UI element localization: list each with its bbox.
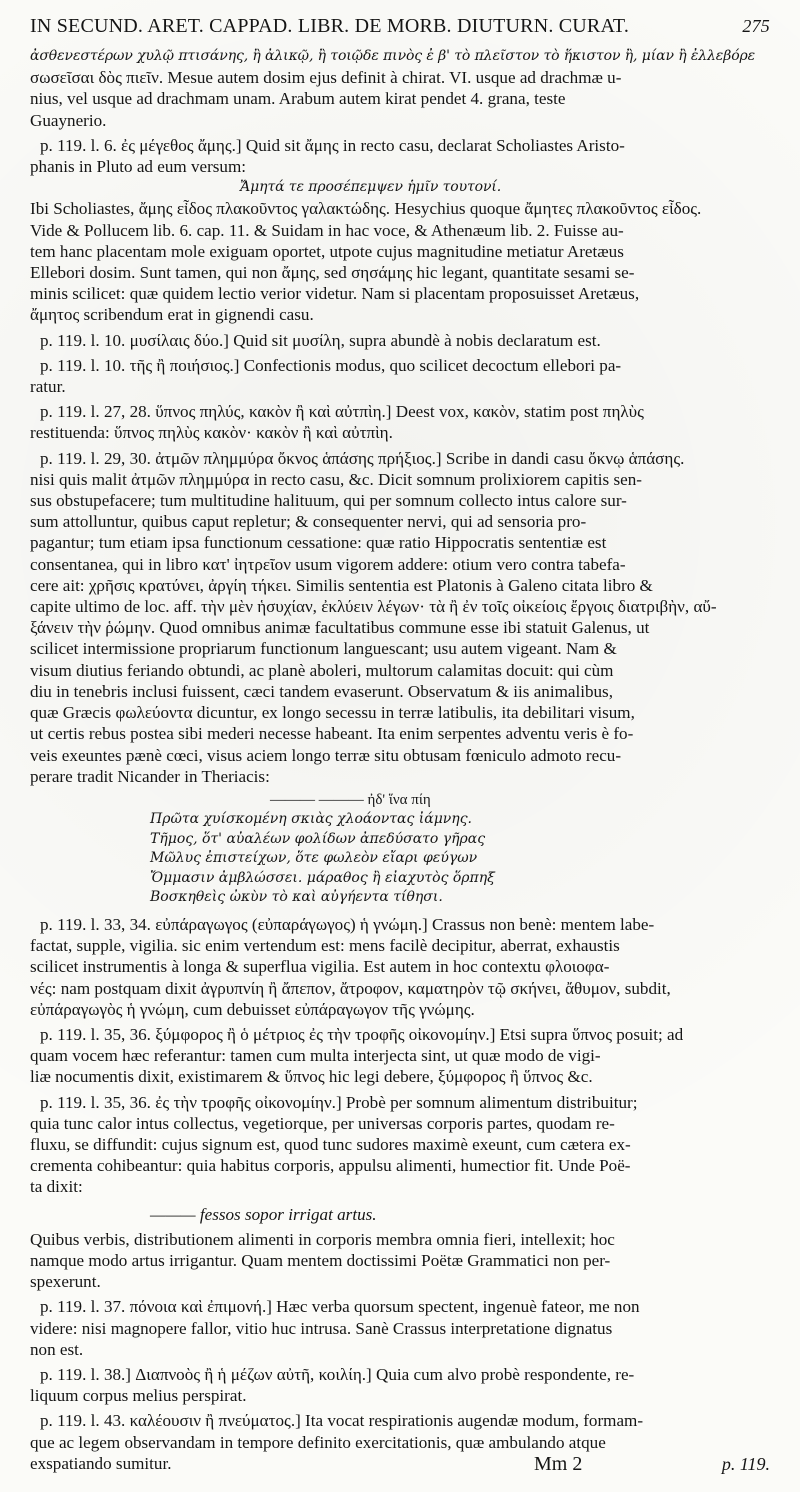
text-line: fluxu, se diffundit: cujus signum est, quod tunc sudores maximè exeunt, cum cætera ex- (30, 1134, 631, 1154)
text-line: sum attolluntur, quibus caput repletur; & consequenter nervi, qui ad sensoria pro- (30, 512, 587, 532)
text-line: quia tunc calor intus collectus, vegetiorque, per universas corporis partes, quodam re- (30, 1113, 615, 1133)
nicander-verse (30, 791, 770, 908)
text-line: spexerunt. (30, 1272, 101, 1292)
paragraph-quibus (30, 1229, 770, 1293)
text-line: p. 119. l. 33, 34. εὐπάραγωγος (εὐπαράγωγος) ἡ γνώμη.] Crassus non benè: mentem labe- (40, 914, 655, 934)
text-line: p. 119. l. 35, 36. ξύμφορος ἢ ὁ μέτριος ἐς τὴν τροφῆς οἰκονομίην.] Etsi supra ὕπνος posuit; ad (40, 1024, 684, 1044)
text-line: Ibi Scholiastes, ἄμης εἶδος πλακοῦντος γαλακτώδης. Hesychius quoque ἄμητες πλακοῦντος εἶδος. (30, 199, 702, 219)
note-ponoia (30, 1296, 770, 1360)
text-line: Guaynerio. (30, 110, 107, 130)
text-line: p. 119. l. 10. τῆς ἢ ποιήσιος.] Confectionis modus, quo scilicet decoctum ellebori pa- (40, 355, 622, 375)
text-line: ta dixit: (30, 1177, 83, 1197)
text-line: p. 119. l. 27, 28. ὕπνος πηλύς, κακὸν ἢ καὶ αὐτπὶη.] Deest vox, κακὸν, statim post πηλὺς (40, 402, 644, 422)
text-line: ἀσθενεστέρων χυλῷ πτισάνης, ἢ ἀλικῷ, ἢ τοιῷδε πινὸς ἐ β' τὸ πλεῖστον τὸ ἥκιστον ἢ, μίαν ἢ ἐλλεβόρε (30, 48, 756, 64)
text-line: Vide & Pollucem lib. 6. cap. 11. & Suidam in hac voce, & Athenæum lib. 2. Fuisse au- (30, 220, 624, 240)
running-title: IN SECUND. ARET. CAPPAD. LIBR. DE MORB. DIUTURN. CURAT. (30, 15, 630, 37)
verse-line: Βοσκηθεὶς ὠκὺν τὸ καὶ αὐγήεντα τίθησι. (150, 889, 443, 906)
text-line: visum diutius feriando obtundi, ac planè aboleri, multorum calamitas docuit: qui cùm (30, 660, 614, 680)
text-line: p. 119. l. 29, 30. ἀτμῶν πλημμύρα ὄκνος ἁπάσης πρήξιος.] Scribe in dandi casu ὄκνῳ ἁπάσης. (40, 448, 685, 468)
text-line: consentanea, qui in libro κατ' ἰητρεῖον usum vigorem addere: otium vero contra tabefa- (30, 554, 626, 574)
text-line: capite ultimo de loc. aff. τὴν μὲν ἡσυχίαν, ἐκλύειν λέγων· τὰ ἢ ἐν τοῖς οἰκείοις ἔργοις διατριβὴν, αὔ- (30, 597, 717, 617)
signature-mark: Mm 2 (534, 1453, 583, 1475)
text-line: nius, vel usque ad drachmam unam. Arabum autem kirat pendet 4. grana, teste (30, 89, 566, 109)
text-line: perare tradit Nicander in Theriacis: (30, 766, 270, 786)
text-line: ut certis rebus postea sibi mederi necesse habeant. Ita enim serpentes adventu veris è fo- (30, 724, 634, 744)
text-line: εὐπάραγωγὸς ἡ γνώμη, cum debuisset εὐπάραγωγον τῆς γνώμης. (30, 999, 475, 1019)
text-line: diu in tenebris inclusi fuissent, cæci tandem evaserunt. Observatum & iis animalibus, (30, 681, 613, 701)
text-line: cere ait: χρῆσις κρατύνει, ἀργίη τήκει. Similis sententia est Platonis à Galeno citata libro & (30, 575, 653, 595)
text-line: scilicet instrumentis à longa & superflua vigilia. Est autem in hoc contextu φλοιοφα- (30, 957, 610, 977)
poet-quote: ——— fessos sopor irrigat artus. (150, 1204, 377, 1224)
note-euparagogos (30, 914, 770, 1020)
verse-line: Τῆμος, ὅτ' αὐαλέων φολίδων ἀπεδύσατο γῆρας (150, 830, 486, 847)
text-line: veis exeuntes pænè cœci, visus aciem longo terræ situ obtusam fœniculo admoto recu- (30, 745, 622, 765)
text-line: factat, supple, vigilia. sic enim vertendum est: mens facilè decipitur, aberrat, exhaustis (30, 936, 620, 956)
text-line: liæ nocumentis dixit, existimarem & ὕπνος hic legi debere, ξύμφορος ἢ ὕπνος &c. (30, 1067, 593, 1087)
text-line: p. 119. l. 35, 36. ἐς τὴν τροφῆς οἰκονομίην.] Probè per somnum alimentum distribuitur; (40, 1092, 638, 1112)
text-line: Ἄμητά τε προσέπεμψεν ἡμῖν τουτονί. (240, 179, 502, 196)
commentary-text (30, 46, 770, 1474)
text-line: videre: nisi magnopere fallor, vitio huc intrusa. Sanè Crassus interpretatione dignatus (30, 1318, 613, 1338)
note-xymphoros (30, 1024, 770, 1088)
running-header (30, 14, 770, 38)
text-line: pagantur; tum etiam ipsa functionum cessatione: quæ ratio Hippocratis sententiæ est (30, 533, 607, 553)
verse-line: Μῶλυς ἐπιστείχων, ὅτε φωλεὸν εἴαρι φεύγων (150, 850, 478, 867)
catchword: p. 119. (721, 1454, 770, 1474)
note-mysile (30, 330, 770, 351)
note-trophes (30, 1092, 770, 1198)
text-line: crementa cohibeantur: quia habitus corporis, appulsu alimenti, humectior fit. Unde Poë- (30, 1156, 631, 1176)
text-line: p. 119. l. 6. ἐς μέγεθος ἄμης.] Quid sit ἄμης in recto casu, declarat Scholiastes Aristo- (40, 135, 625, 155)
text-line: σωσεῖσαι δὸς πιεῖν. Mesue autem dosim ejus definit à chirat. VI. usque ad drachmæ u- (30, 68, 622, 88)
page-number: 275 (742, 16, 770, 36)
text-line: p. 119. l. 38.] Διαπνοὸς ἢ ἡ μέζων αὐτῆ, κοιλίη.] Quia cum alvo probè respondente, re- (40, 1364, 635, 1384)
text-line: ἄμητος scribendum erat in gignendi casu. (30, 305, 314, 325)
text-line: Ellebori dosim. Sunt tamen, qui non ἄμης, sed σησάμης hic legant, quantitate sesami se- (30, 263, 635, 283)
text-line: phanis in Pluto ad eum versum: (30, 157, 247, 177)
verse-line: Πρῶτα χυίσκομένη σκιὰς χλοάοντας ἰάμνης. (150, 811, 472, 828)
verse-line: Ὄμμασιν ἀμβλώσσει. μάραθος ἢ εἰαχυτὸς ὅρπηξ (150, 869, 495, 886)
note-atmon (30, 448, 770, 787)
text-line: p. 119. l. 37. πόνοια καὶ ἐπιμονή.] Hæc verba quorsum spectent, ingenuè fateor, me non (40, 1297, 640, 1317)
text-line: exspatiando sumitur. (30, 1453, 172, 1473)
note-diapnoos (30, 1364, 770, 1406)
text-line: Quibus verbis, distributionem alimenti in corporis membra omnia fieri, intellexit; hoc (30, 1229, 615, 1249)
text-line: p. 119. l. 10. μυσίλαις δύο.] Quid sit μυσίλη, supra abundè à nobis declaratum est. (40, 330, 601, 350)
text-line: νές: nam postquam dixit ἀγρυπνίη ἢ ἄπεπον, ἄτροφον, καματηρὸν τῷ σκήνει, ἄθυμον, subdit, (30, 978, 671, 998)
text-line: que ac legem observandam in tempore definito exercitationis, quæ ambulando atque (30, 1432, 606, 1452)
text-line: ξάνειν τὴν ῥώμην. Quod omnibus animæ facultatibus commune esse ibi statuit Galenus, ut (30, 618, 650, 638)
text-line: p. 119. l. 43. καλέουσιν ἢ πνεύματος.] Ita vocat respirationis augendæ modum, formam- (40, 1411, 644, 1431)
text-line: ratur. (30, 377, 66, 397)
paragraph-continuation (30, 46, 770, 131)
text-line: non est. (30, 1339, 84, 1359)
text-line: restituenda: ὕπνος πηλὺς κακὸν· κακὸν ἢ καὶ αὐτπὶη. (30, 423, 393, 443)
verse-head: ——— ——— ἠδ' ἵνα πίη (270, 791, 431, 808)
text-line: tem hanc placentam mole exiguam oportet, utpote cujus magnitudine metiatur Aretæus (30, 241, 624, 261)
text-line: liquum corpus melius perspirat. (30, 1386, 247, 1406)
text-line: quam vocem hæc referantur: tamen cum multa interjecta sint, ut quæ modo de vigi- (30, 1046, 601, 1066)
text-line: scilicet intermissione propriarum functionum languescant; usu autem vigeant. Nam & (30, 639, 617, 659)
text-line: sus obstupefacere; tum multitudine halituum, qui per somnum collecto intus calore sur- (30, 491, 627, 511)
page-footer (30, 1452, 770, 1476)
note-amis (30, 135, 770, 326)
note-poiesis (30, 355, 770, 397)
text-line: namque modo artus irrigantur. Quam mentem doctissimi Poëtæ Grammatici non per- (30, 1250, 611, 1270)
text-line: nisi quis malit ἀτμῶν πλημμύρα in recto casu, &c. Dicit somnum prolixiorem capitis sen- (30, 469, 642, 489)
text-line: quæ Græcis φωλεύοντα dicuntur, ex longo secessu in terræ latibulis, ita debilitari visum, (30, 703, 635, 723)
note-hypnos-pelys (30, 401, 770, 443)
text-line: minis scilicet: quæ quidem lectio verior videtur. Nam si placentam proposuisset Aretæus, (30, 284, 640, 304)
